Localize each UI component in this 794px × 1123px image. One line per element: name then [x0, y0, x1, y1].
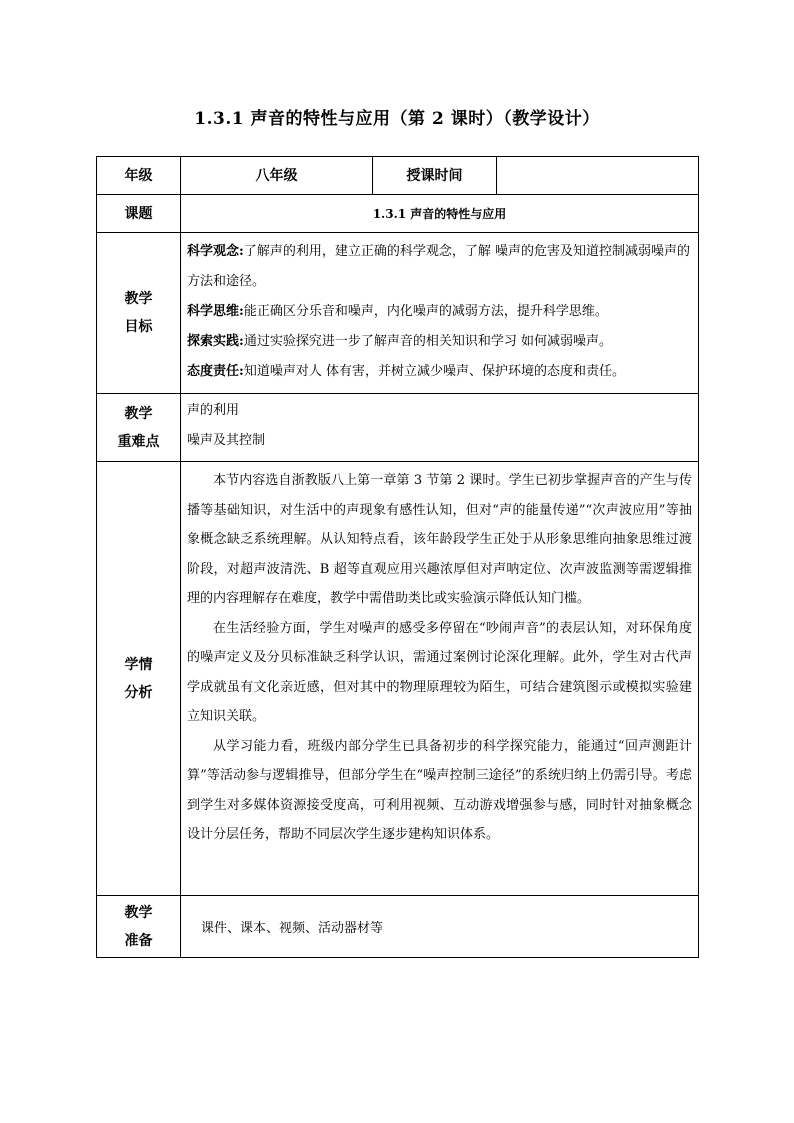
- preparation-label: 教学 准备: [97, 896, 181, 958]
- preparation-content: 课件、课本、视频、活动器材等: [181, 896, 699, 958]
- row-grade: [97, 157, 699, 195]
- time-value: [497, 157, 699, 195]
- analysis-content: [181, 462, 699, 896]
- row-analysis: [97, 462, 699, 896]
- topic-label: 课题: [97, 195, 181, 233]
- row-goals: [97, 233, 699, 394]
- page-title: 1.3.1 声音的特性与应用（第 2 课时）（教学设计）: [194, 109, 600, 129]
- topic-value: 1.3.1 声音的特性与应用: [181, 195, 699, 233]
- goal-item: 探索实践:通过实验探究进一步了解声音的相关知识和学习 如何减弱噪声。: [187, 334, 612, 349]
- key-points-content: [181, 394, 699, 462]
- row-preparation: [97, 896, 699, 958]
- lesson-plan-table: [96, 156, 699, 958]
- goal-item: 态度责任:知道噪声对人 体有害，并树立减少噪声、保护环境的态度和责任。: [187, 364, 625, 379]
- key-point-item: 噪声及其控制: [187, 432, 266, 448]
- analysis-label: 学情 分析: [97, 462, 181, 896]
- analysis-paragraph: 从学习能力看，班级内部分学生已具备初步的科学探究能力，能通过“回声测距计算”等活动参与逻辑推导，但部分学生在“噪声控制三途径”的系统归纳上仍需引导。考虑到学生对多媒体资源接受度高，可利用视频、互动游戏增强参与感，同时针对抽象概念设计分层任务，帮助不同层次学生逐步建构知识体系。: [187, 738, 692, 842]
- analysis-paragraph: 本节内容选自浙教版八上第一章第 3 节第 2 课时。学生已初步掌握声音的产生与传播等基础知识，对生活中的声现象有感性认知，但对“声的能量传递”“次声波应用”等抽象概念缺乏系统理解。从认知特点看，该年龄段学生正处于从形象思维向抽象思维过渡阶段，对超声波清洗、B 超等直观应用兴趣浓厚但对声呐定位、次声波监测等需逻辑推理的内容理解存在难度，教学中需借助类比或实验演示降低认知门槛。: [187, 473, 692, 606]
- goals-label: 教学 目标: [97, 233, 181, 394]
- grade-value: 八年级: [181, 157, 373, 195]
- analysis-paragraph: 在生活经验方面，学生对噪声的感受多停留在“吵闹声音”的表层认知，对环保角度的噪声定义及分贝标准缺乏科学认识，需通过案例讨论深化理解。此外，学生对古代声学成就虽有文化亲近感，但对其中的物理原理较为陌生，可结合建筑图示或模拟实验建立知识关联。: [187, 620, 692, 724]
- grade-label: 年级: [97, 157, 181, 195]
- key-points-label: 教学 重难点: [97, 394, 181, 462]
- row-key-points: [97, 394, 699, 462]
- goal-item: 科学思维:能正确区分乐音和噪声，内化噪声的减弱方法，提升科学思维。: [187, 304, 608, 319]
- goals-content: [181, 233, 699, 394]
- key-point-item: 声的利用: [187, 403, 240, 418]
- row-topic: [97, 195, 699, 233]
- goal-item: 科学观念:了解声的利用，建立正确的科学观念，了解 噪声的危害及知道控制减弱噪声的方法和途径。: [187, 244, 690, 289]
- time-label: 授课时间: [373, 157, 497, 195]
